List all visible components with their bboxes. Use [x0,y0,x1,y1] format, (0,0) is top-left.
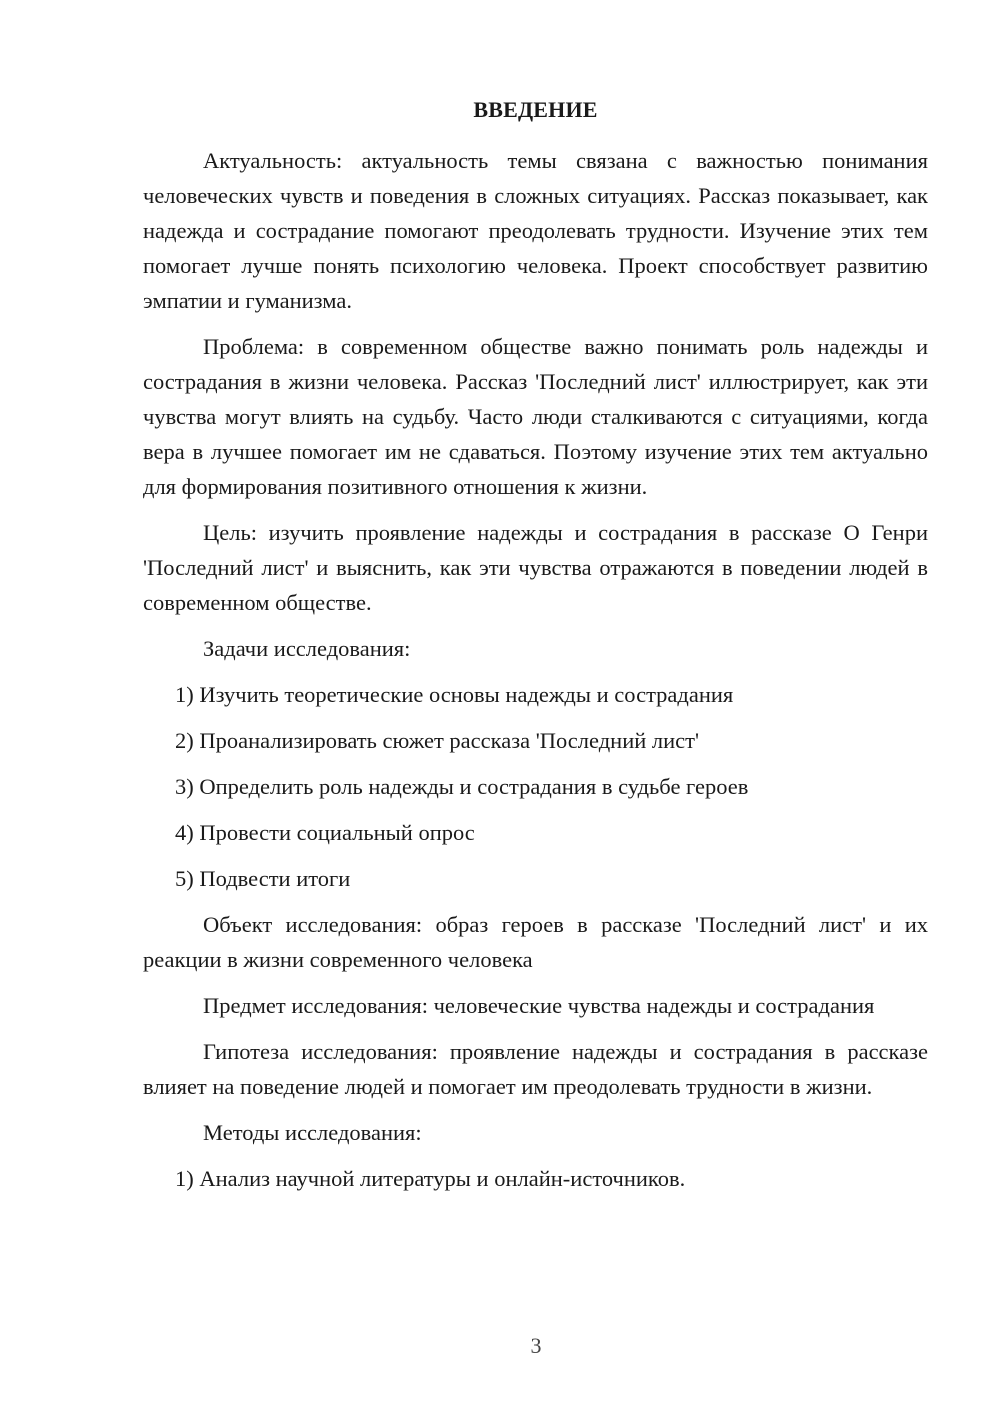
problem-paragraph: Проблема: в современном обществе важно понимать роль надежды и сострадания в жизни человека. Рассказ 'Последний лист' иллюстрирует, как эти чувства могут влиять на судьбу. Часто люди сталкиваются с ситуациями, когда вера в лучшее помогает им не сдаваться. Поэтому изучение этих тем актуально для формирования позитивного отношения к жизни. [143,334,928,499]
task-item: 4) Провести социальный опрос [175,820,475,845]
methods-heading: Методы исследования: [203,1120,422,1145]
goal-paragraph: Цель: изучить проявление надежды и сострадания в рассказе О Генри 'Последний лист' и выяснить, как эти чувства отражаются в поведении людей в современном обществе. [143,520,928,615]
task-item: 5) Подвести итоги [175,866,351,891]
section-title: ВВЕДЕНИЕ [473,97,598,122]
hypothesis-paragraph: Гипотеза исследования: проявление надежды и сострадания в рассказе влияет на поведение людей и помогает им преодолевать трудности в жизни. [143,1039,928,1099]
task-item: 1) Изучить теоретические основы надежды и сострадания [175,682,734,707]
document-page [143,92,928,1207]
method-item: 1) Анализ научной литературы и онлайн-источников. [175,1166,686,1191]
methods-list [143,1161,928,1196]
object-paragraph: Объект исследования: образ героев в рассказе 'Последний лист' и их реакции в жизни современного человека [143,912,928,972]
relevance-paragraph: Актуальность: актуальность темы связана с важностью понимания человеческих чувств и поведения в сложных ситуациях. Рассказ показывает, как надежда и сострадание помогают преодолевать трудности. Изучение этих тем помогает лучше понять психологию человека. Проект способствует развитию эмпатии и гуманизма. [143,148,928,313]
tasks-list [143,677,928,896]
tasks-heading: Задачи исследования: [203,636,411,661]
page-number: 3 [530,1333,542,1358]
subject-paragraph: Предмет исследования: человеческие чувства надежды и сострадания [203,993,875,1018]
task-item: 3) Определить роль надежды и сострадания в судьбе героев [175,774,749,799]
task-item: 2) Проанализировать сюжет рассказа 'Последний лист' [175,728,700,753]
